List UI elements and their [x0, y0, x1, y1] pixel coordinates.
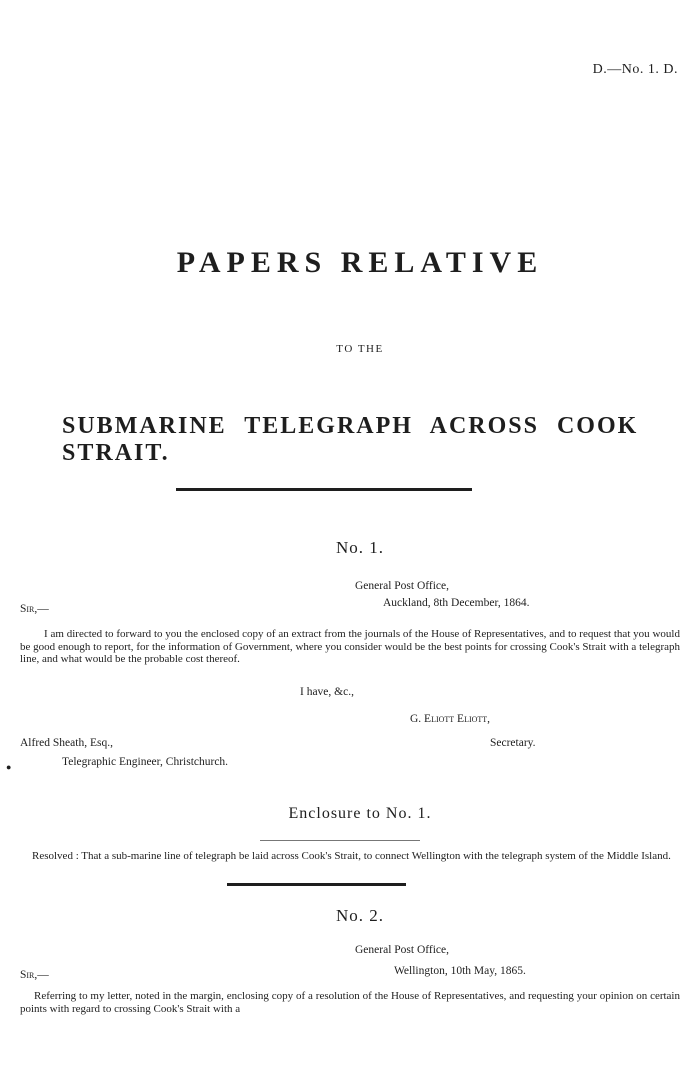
letter-1-closing: I have, &c.,: [300, 686, 354, 698]
section-divider: [227, 883, 406, 886]
letter-2-office: General Post Office,: [355, 944, 449, 956]
page-reference-code: D.—No. 1. D.: [592, 62, 678, 77]
title-connector: TO THE: [336, 343, 384, 355]
letter-2-salutation: Sir,—: [20, 969, 49, 981]
letter-2-body: Referring to my letter, noted in the margin, enclosing copy of a resolution of the House of Representatives, and requesting your opinion on certain points with regard to crossing Cook's Strait with a: [20, 990, 680, 1015]
title-divider: [176, 488, 472, 491]
letter-1-office: General Post Office,: [355, 580, 449, 592]
section-divider-thin: [260, 840, 420, 841]
letter-1-addressee-title: Telegraphic Engineer, Christchurch.: [62, 756, 229, 768]
letter-1-signature-title: Secretary.: [490, 737, 536, 749]
letter-1-signature: G. Eliott Eliott,: [410, 713, 491, 725]
letter-1-body: I am directed to forward to you the enclosed copy of an extract from the journals of the House of Representatives, and to request that you would be good enough to report, for the information of Government, where you consider would be the best points for crossing Cook's Strait with a telegraph line, and what would be the probable cost thereof.: [20, 628, 680, 665]
document-title: PAPERS RELATIVE: [176, 246, 544, 279]
enclosure-heading: Enclosure to No. 1.: [288, 805, 432, 822]
enclosure-body: Resolved : That a sub-marine line of telegraph be laid across Cook's Strait, to connect Wellington with the telegraph system of the Middle Island.: [32, 850, 671, 862]
letter-1-salutation: Sir,—: [20, 603, 49, 615]
letter-2-heading: No. 2.: [335, 906, 385, 925]
letter-1-heading: No. 1.: [335, 538, 385, 557]
letter-1-place-date: Auckland, 8th December, 1864.: [383, 597, 530, 609]
margin-bullet-mark: ●: [6, 762, 12, 772]
document-subject: SUBMARINE TELEGRAPH ACROSS COOK STRAIT.: [62, 413, 639, 466]
letter-2-place-date: Wellington, 10th May, 1865.: [394, 965, 526, 977]
letter-1-addressee-name: Alfred Sheath, Esq.,: [20, 737, 113, 749]
